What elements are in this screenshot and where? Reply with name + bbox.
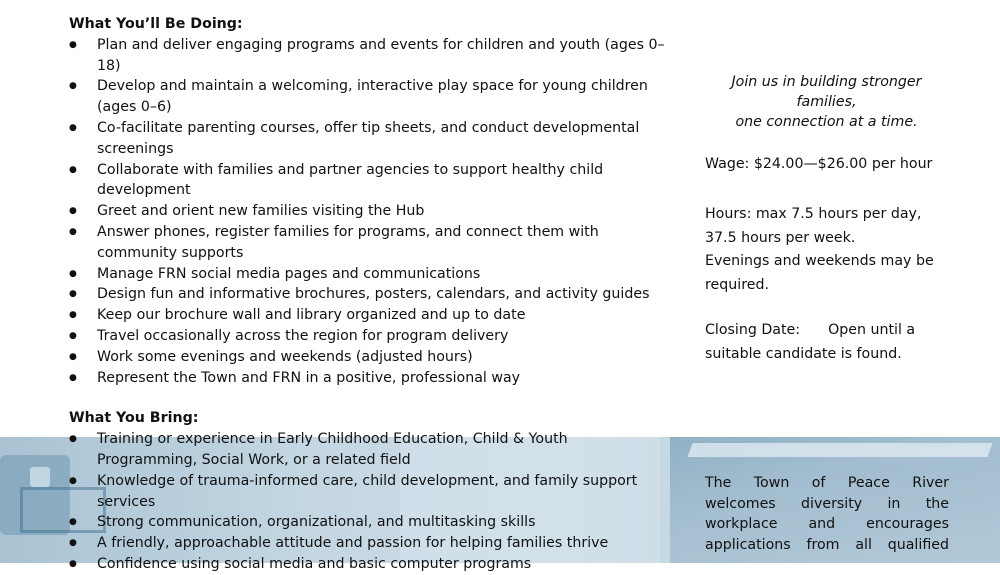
list-item: ● Keep our brochure wall and library organized and up to date: [69, 305, 669, 326]
list-item: ● Plan and deliver engaging programs and events for children and youth (ages 0–18): [69, 35, 669, 77]
list-item: ● Answer phones, register families for programs, and connect them with community supports: [69, 222, 669, 264]
closing-date-value: Open until a: [828, 322, 916, 338]
hours-line-3: Evenings and weekends may be required.: [705, 253, 934, 293]
closing-date-block: [705, 319, 955, 366]
list-item: ● Co-facilitate parenting courses, offer tip sheets, and conduct developmental screenings: [69, 118, 669, 160]
closing-date-line-2: suitable candidate is found.: [705, 345, 902, 362]
tagline-line-2: one connection at a time.: [735, 114, 918, 130]
closing-date-label: Closing Date:: [705, 322, 801, 338]
list-item: ● Confidence using social media and basic computer programs: [69, 554, 669, 575]
list-item: ● Design fun and informative brochures, posters, calendars, and activity guides: [69, 284, 669, 305]
list-item: ● Develop and maintain a welcoming, interactive play space for young children (ages 0–6): [69, 76, 669, 118]
hours-block: [705, 203, 940, 297]
list-item: ● Greet and orient new families visiting the Hub: [69, 201, 669, 222]
job-details-column: [69, 14, 669, 575]
wage-text: Wage: $24.00—$26.00 per hour: [705, 156, 933, 172]
doing-list: [69, 35, 669, 389]
list-item: ● Work some evenings and weekends (adjusted hours): [69, 347, 669, 368]
list-item: ● Manage FRN social media pages and communications: [69, 264, 669, 285]
tagline: [705, 72, 948, 132]
hours-line-1: Hours: max 7.5 hours per day,: [705, 206, 922, 222]
list-item: ● Represent the Town and FRN in a positive, professional way: [69, 368, 669, 389]
list-item: ● Collaborate with families and partner agencies to support healthy child development: [69, 160, 669, 202]
bring-list: [69, 429, 669, 575]
bring-heading: What You Bring:: [69, 410, 199, 427]
list-item: ● Travel occasionally across the region for program delivery: [69, 326, 669, 347]
list-item: ● Strong communication, organizational, and multitasking skills: [69, 512, 669, 533]
tagline-line-1: Join us in building stronger families,: [731, 74, 922, 110]
list-item: ● Knowledge of trauma-informed care, child development, and family support services: [69, 471, 669, 513]
list-item: ● Training or experience in Early Childhood Education, Child & Youth Programming, Social Work, or a related field: [69, 429, 669, 471]
hours-line-2: 37.5 hours per week.: [705, 229, 856, 246]
list-item: ● A friendly, approachable attitude and passion for helping families thrive: [69, 533, 669, 554]
doing-heading: What You’ll Be Doing:: [69, 16, 243, 32]
diversity-statement: The Town of Peace River welcomes diversity in the workplace and encourages applications from all qualified: [705, 475, 949, 553]
